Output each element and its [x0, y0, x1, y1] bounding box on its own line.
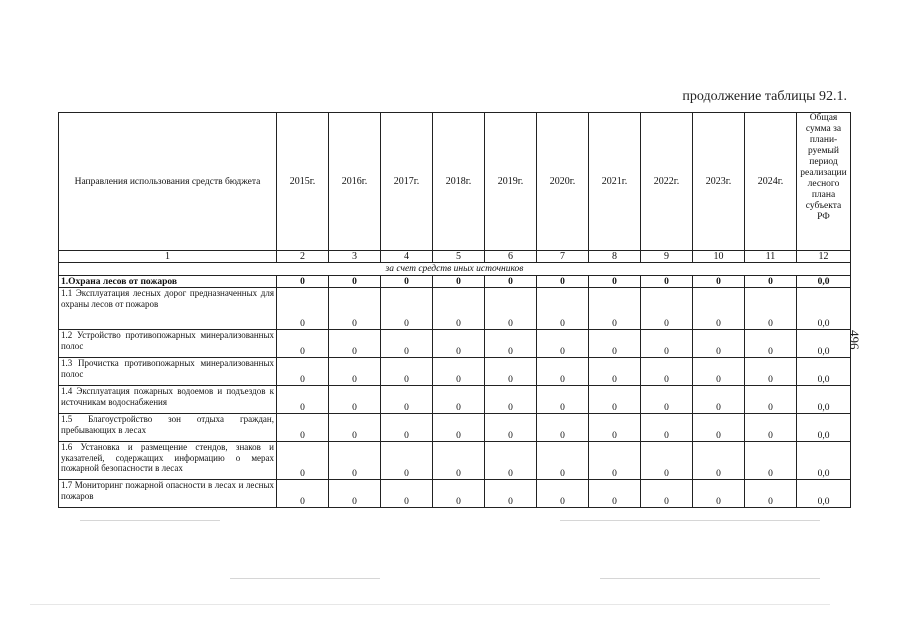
row-value: 0: [329, 480, 381, 508]
row-value: 0: [589, 358, 641, 386]
row-value: 0: [537, 480, 589, 508]
row-label: 1.7 Мониторинг пожарной опасности в лесах и лесных пожаров: [59, 480, 277, 508]
row-value: 0: [433, 480, 485, 508]
row-value: 0: [381, 330, 433, 358]
scan-noise: [30, 604, 830, 605]
row-value: 0: [537, 442, 589, 480]
row-total: 0,0: [797, 358, 851, 386]
row-value: 0: [537, 358, 589, 386]
row-value: 0: [745, 386, 797, 414]
row-value: 0: [641, 414, 693, 442]
section-total: 0,0: [797, 276, 851, 288]
row-value: 0: [485, 288, 537, 330]
table-row: [59, 414, 851, 442]
column-number: 8: [589, 251, 641, 263]
section-value: 0: [589, 276, 641, 288]
row-total: 0,0: [797, 330, 851, 358]
table-row: [59, 480, 851, 508]
budget-table: [58, 112, 851, 508]
row-value: 0: [277, 386, 329, 414]
header-year: 2024г.: [745, 113, 797, 251]
table-row: [59, 386, 851, 414]
column-number: 7: [537, 251, 589, 263]
row-total: 0,0: [797, 288, 851, 330]
row-value: 0: [485, 358, 537, 386]
row-value: 0: [745, 414, 797, 442]
section-value: 0: [693, 276, 745, 288]
row-value: 0: [537, 330, 589, 358]
row-total: 0,0: [797, 386, 851, 414]
row-value: 0: [277, 414, 329, 442]
header-year: 2021г.: [589, 113, 641, 251]
row-value: 0: [329, 386, 381, 414]
row-value: 0: [537, 386, 589, 414]
column-number: 4: [381, 251, 433, 263]
row-value: 0: [745, 288, 797, 330]
header-year: 2019г.: [485, 113, 537, 251]
row-value: 0: [381, 288, 433, 330]
row-value: 0: [329, 414, 381, 442]
header-year: 2017г.: [381, 113, 433, 251]
row-value: 0: [745, 358, 797, 386]
row-value: 0: [329, 442, 381, 480]
source-row: [59, 263, 851, 276]
row-value: 0: [277, 330, 329, 358]
header-year: 2018г.: [433, 113, 485, 251]
column-number: 1: [59, 251, 277, 263]
row-value: 0: [433, 414, 485, 442]
row-value: 0: [745, 480, 797, 508]
row-value: 0: [433, 358, 485, 386]
row-value: 0: [485, 480, 537, 508]
row-label: 1.1 Эксплуатация лесных дорог предназначенных для охраны лесов от пожаров: [59, 288, 277, 330]
row-value: 0: [589, 386, 641, 414]
column-number: 3: [329, 251, 381, 263]
row-value: 0: [329, 330, 381, 358]
row-value: 0: [641, 480, 693, 508]
row-value: 0: [485, 386, 537, 414]
table-caption: продолжение таблицы 92.1.: [682, 89, 847, 104]
page-number: 496: [847, 330, 862, 350]
row-value: 0: [693, 288, 745, 330]
row-value: 0: [433, 330, 485, 358]
row-value: 0: [277, 358, 329, 386]
row-value: 0: [433, 442, 485, 480]
row-label: 1.2 Устройство противопожарных минерализованных полос: [59, 330, 277, 358]
row-value: 0: [485, 330, 537, 358]
row-value: 0: [693, 330, 745, 358]
header-year: 2023г.: [693, 113, 745, 251]
row-value: 0: [485, 414, 537, 442]
scan-noise: [230, 578, 380, 579]
row-value: 0: [381, 442, 433, 480]
row-value: 0: [381, 358, 433, 386]
row-value: 0: [329, 288, 381, 330]
row-value: 0: [381, 480, 433, 508]
column-number: 6: [485, 251, 537, 263]
row-value: 0: [589, 330, 641, 358]
row-value: 0: [693, 358, 745, 386]
row-value: 0: [433, 386, 485, 414]
row-value: 0: [381, 386, 433, 414]
column-number: 11: [745, 251, 797, 263]
section-value: 0: [537, 276, 589, 288]
column-number: 12: [797, 251, 851, 263]
row-value: 0: [277, 288, 329, 330]
row-label: 1.3 Прочистка противопожарных минерализованных полос: [59, 358, 277, 386]
row-value: 0: [537, 288, 589, 330]
table-row: [59, 288, 851, 330]
row-value: 0: [641, 288, 693, 330]
section-value: 0: [641, 276, 693, 288]
row-total: 0,0: [797, 480, 851, 508]
row-value: 0: [277, 442, 329, 480]
section-value: 0: [745, 276, 797, 288]
row-value: 0: [641, 386, 693, 414]
column-number: 2: [277, 251, 329, 263]
row-label: 1.6 Установка и размещение стендов, знаков и указателей, содержащих информацию о мерах пожарной безопасности в лесах: [59, 442, 277, 480]
section-value: 0: [381, 276, 433, 288]
row-total: 0,0: [797, 442, 851, 480]
row-value: 0: [329, 358, 381, 386]
row-value: 0: [693, 442, 745, 480]
header-row: [59, 113, 851, 251]
row-value: 0: [641, 442, 693, 480]
header-year: 2020г.: [537, 113, 589, 251]
header-year: 2022г.: [641, 113, 693, 251]
section-value: 0: [485, 276, 537, 288]
scan-noise: [560, 520, 820, 521]
section-value: 0: [433, 276, 485, 288]
row-value: 0: [589, 414, 641, 442]
table-row: [59, 358, 851, 386]
row-value: 0: [381, 414, 433, 442]
row-value: 0: [485, 442, 537, 480]
table-row: [59, 330, 851, 358]
header-direction: Направления использования средств бюджета: [59, 113, 277, 251]
column-number-row: [59, 251, 851, 263]
scan-noise: [80, 520, 220, 521]
section-value: 0: [329, 276, 381, 288]
row-value: 0: [537, 414, 589, 442]
header-year: 2015г.: [277, 113, 329, 251]
source-label: за счет средств иных источников: [59, 263, 851, 276]
row-value: 0: [641, 358, 693, 386]
row-value: 0: [693, 414, 745, 442]
row-value: 0: [745, 442, 797, 480]
row-value: 0: [589, 442, 641, 480]
row-value: 0: [641, 330, 693, 358]
row-total: 0,0: [797, 414, 851, 442]
row-value: 0: [589, 288, 641, 330]
row-value: 0: [693, 386, 745, 414]
column-number: 9: [641, 251, 693, 263]
section-value: 0: [277, 276, 329, 288]
row-label: 1.5 Благоустройство зон отдыха граждан, пребывающих в лесах: [59, 414, 277, 442]
table-row: [59, 442, 851, 480]
section-title: 1.Охрана лесов от пожаров: [59, 276, 277, 288]
row-value: 0: [589, 480, 641, 508]
section-row: [59, 276, 851, 288]
column-number: 5: [433, 251, 485, 263]
row-value: 0: [693, 480, 745, 508]
row-label: 1.4 Эксплуатация пожарных водоемов и подъездов к источникам водоснабжения: [59, 386, 277, 414]
row-value: 0: [745, 330, 797, 358]
row-value: 0: [277, 480, 329, 508]
scan-noise: [600, 578, 820, 579]
header-total: Общая сумма за плани-руемый период реализации лесного плана субъекта РФ: [797, 113, 851, 251]
row-value: 0: [433, 288, 485, 330]
column-number: 10: [693, 251, 745, 263]
header-year: 2016г.: [329, 113, 381, 251]
